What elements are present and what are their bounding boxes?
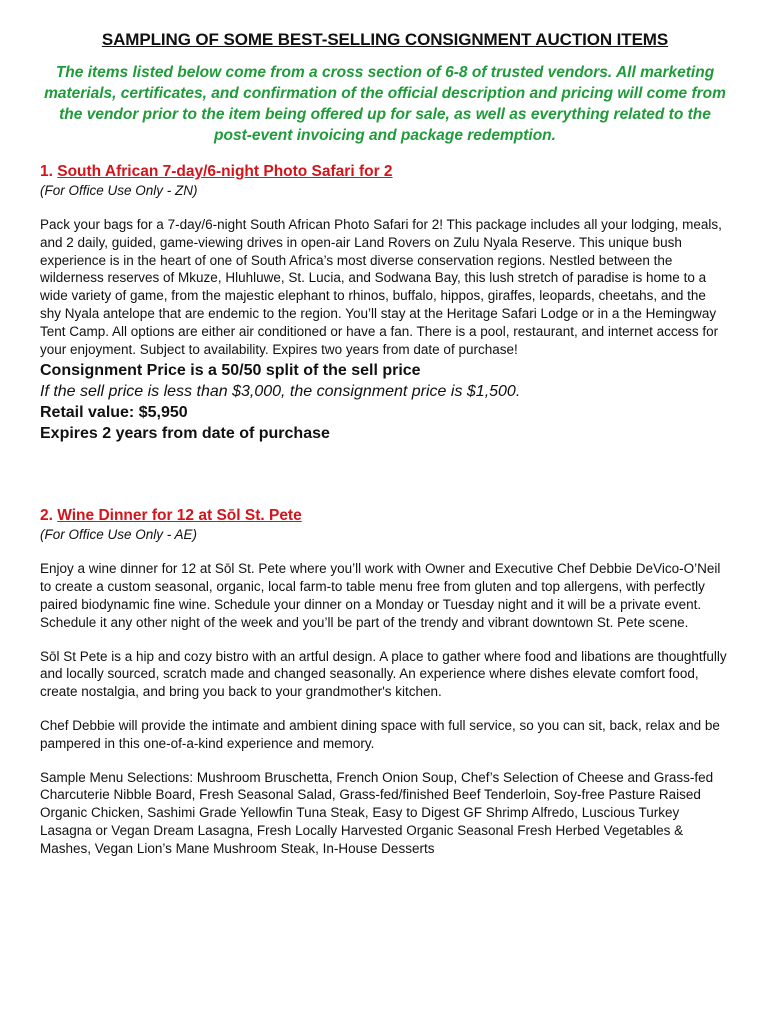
item-title: Wine Dinner for 12 at Sōl St. Pete <box>57 507 302 525</box>
item-number: 2. <box>40 507 53 525</box>
office-use-note: (For Office Use Only - ZN) <box>40 183 198 198</box>
item-description: Sōl St Pete is a hip and cozy bistro with an artful design. A place to gather where food and libations are thoughtfully and locally sourced, scratch made and changed seasonally. An experience where dishes elevate comfort food, create nostalgia, and bring you back to your grandmother's kitchen. <box>40 648 727 700</box>
page-title: SAMPLING OF SOME BEST-SELLING CONSIGNMENT AUCTION ITEMS <box>101 30 669 49</box>
item-heading <box>40 162 730 182</box>
item-description: Pack your bags for a 7-day/6-night South African Photo Safari for 2! This package includes all your lodging, meals, and 2 daily, guided, game-viewing drives in open-air Land Rovers on Zulu Nyala Reserve. This unique bush experience is in the heart of one of South Africa’s most diverse conservation regions. Nestled between the wilderness reserves of Mkuze, Hluhluwe, St. Lucia, and Sodwana Bay, this lush stretch of paradise is home to a wide variety of game, from the majestic elephant to rhinos, buffalo, hippos, giraffes, leopards, cheetahs, and the shy Nyala antelope that are endemic to the region. You’ll stay at the Heritage Safari Lodge or in a the Hemingway Tent Camp. All options are either air conditioned or have a fan. There is a pool, restaurant, and internet access for your enjoyment. Subject to availability. Expires two years from date of purchase! <box>40 217 722 357</box>
item-heading <box>40 506 730 526</box>
auction-item-1 <box>40 162 730 444</box>
expiration: Expires 2 years from date of purchase <box>40 425 330 443</box>
intro-text: The items listed below come from a cross section of 6-8 of trusted vendors. All marketing materials, certificates, and confirmation of the official description and pricing will come from the vendor prior to the item being offered up for sale, as well as everything related to the post-event invoicing and package redemption. <box>44 64 726 144</box>
retail-value: Retail value: $5,950 <box>40 404 188 422</box>
section-spacer <box>40 444 730 506</box>
auction-item-2 <box>40 506 730 857</box>
consignment-condition: If the sell price is less than $3,000, the consignment price is $1,500. <box>40 383 521 401</box>
item-number: 1. <box>40 163 53 180</box>
item-description: Chef Debbie will provide the intimate and ambient dining space with full service, so you can sit, back, relax and be pampered in this one-of-a-kind experience and memory. <box>40 717 720 751</box>
office-use-note: (For Office Use Only - AE) <box>40 527 198 543</box>
item-description: Enjoy a wine dinner for 12 at Sōl St. Pete where you’ll work with Owner and Executive Chef Debbie DeVico-O’Neil to create a custom seasonal, organic, local farm-to table menu free from gluten and top allergens, with perfectly paired biodynamic fine wine. Schedule your dinner on a Monday or Tuesday night and it will be a private event. Schedule it any other night of the week and you’ll be part of the trendy and vibrant downtown St. Pete scene. <box>40 561 721 630</box>
item-title: South African 7-day/6-night Photo Safari for 2 <box>57 163 393 180</box>
consignment-price: Consignment Price is a 50/50 split of the sell price <box>40 362 421 380</box>
sample-menu: Sample Menu Selections: Mushroom Bruschetta, French Onion Soup, Chef’s Selection of Cheese and Grass-fed Charcuterie Nibble Board, Fresh Seasonal Salad, Grass-fed/finished Beef Tenderloin, Soy-free Pasture Raised Organic Chicken, Sashimi Grade Yellowfin Tuna Steak, Easy to Digest GF Shrimp Alfredo, Luscious Turkey Lasagna or Vegan Dream Lasagna, Fresh Locally Harvested Organic Seasonal Fresh Herbed Vegetables & Mashes, Vegan Lion’s Mane Mushroom Steak, In-House Desserts <box>40 769 714 856</box>
